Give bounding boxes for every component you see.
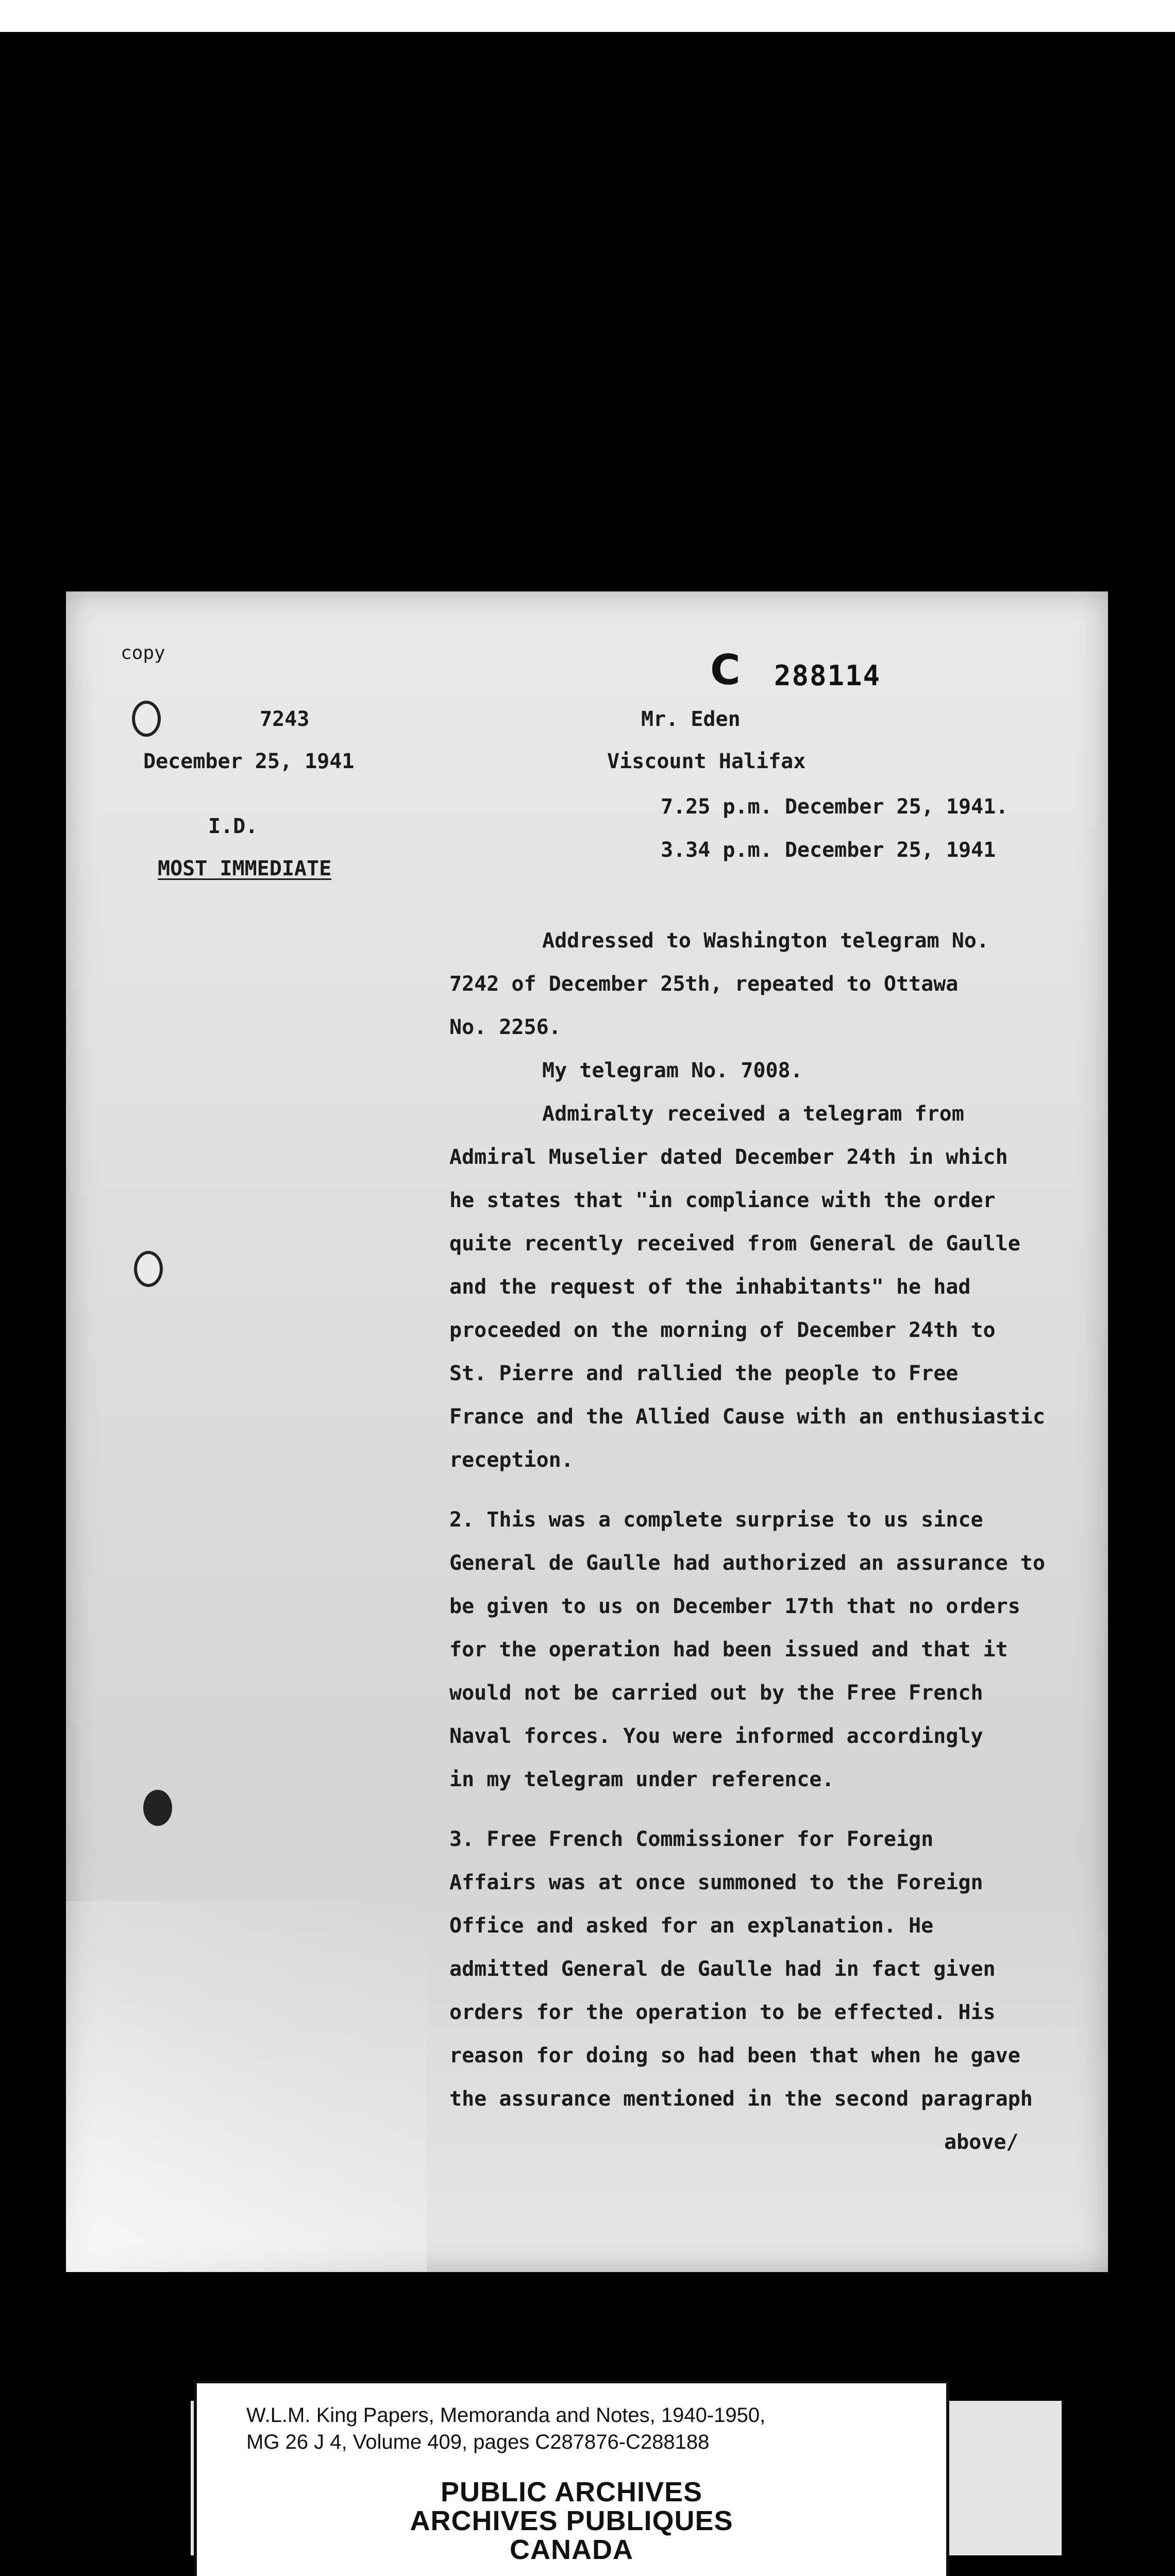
body-line: for the operation had been issued and that it bbox=[449, 1638, 1008, 1662]
body-line: be given to us on December 17th that no orders bbox=[449, 1595, 1020, 1618]
body-line: No. 2256. bbox=[449, 1015, 561, 1039]
archive-label-collection: W.L.M. King Papers, Memoranda and Notes, 1940-1950, bbox=[246, 2404, 766, 2427]
body-line: quite recently received from General de Gaulle bbox=[449, 1232, 1020, 1256]
body-line: My telegram No. 7008. bbox=[542, 1059, 803, 1082]
sent-time: 7.25 p.m. December 25, 1941. bbox=[661, 795, 1009, 819]
archive-label-country: CANADA bbox=[510, 2534, 633, 2565]
priority-label: MOST IMMEDIATE bbox=[158, 857, 332, 880]
document-page bbox=[66, 591, 1108, 2272]
body-line: reason for doing so had been that when he gave bbox=[449, 2044, 1020, 2067]
body-line: proceeded on the morning of December 24th to bbox=[449, 1318, 996, 1342]
body-line: 2. This was a complete surprise to us since bbox=[449, 1508, 983, 1532]
copy-label: copy bbox=[121, 642, 165, 664]
body-line: Admiral Muselier dated December 24th in which bbox=[449, 1145, 1008, 1169]
body-line: orders for the operation to be effected. His bbox=[449, 2001, 996, 2024]
body-line: Admiralty received a telegram from bbox=[542, 1102, 964, 1126]
recipient: Viscount Halifax bbox=[607, 750, 806, 773]
body-line: reception. bbox=[449, 1448, 574, 1472]
telegram-number: 7243 bbox=[260, 707, 310, 731]
punch-hole-bottom bbox=[143, 1790, 172, 1826]
classification: I.D. bbox=[208, 815, 258, 838]
body-line: France and the Allied Cause with an enthusiastic bbox=[449, 1405, 1045, 1429]
sender: Mr. Eden bbox=[641, 707, 741, 731]
punch-hole-top bbox=[132, 701, 161, 737]
archive-stamp-letter: C bbox=[710, 646, 741, 694]
body-line: the assurance mentioned in the second paragraph bbox=[449, 2087, 1033, 2111]
body-line: St. Pierre and rallied the people to Free bbox=[449, 1362, 959, 1385]
body-line: 7242 of December 25th, repeated to Ottawa bbox=[449, 972, 959, 996]
body-line: Naval forces. You were informed accordingly bbox=[449, 1724, 983, 1748]
body-line: Affairs was at once summoned to the Foreign bbox=[449, 1871, 983, 1894]
telegram-date: December 25, 1941 bbox=[143, 750, 355, 773]
top-border-strip bbox=[0, 0, 1175, 32]
body-line: would not be carried out by the Free French bbox=[449, 1681, 983, 1705]
body-line: Office and asked for an explanation. He bbox=[449, 1914, 934, 1938]
telegram-body bbox=[449, 919, 1094, 2164]
body-line: General de Gaulle had authorized an assurance to bbox=[449, 1551, 1045, 1575]
received-time: 3.34 p.m. December 25, 1941 bbox=[661, 838, 996, 862]
body-line: admitted General de Gaulle had in fact given bbox=[449, 1957, 996, 1981]
archive-stamp-number: 288114 bbox=[774, 659, 881, 692]
body-line: Addressed to Washington telegram No. bbox=[542, 929, 989, 953]
paper-crease bbox=[66, 1901, 427, 2272]
label-backing-right bbox=[943, 2401, 1062, 2555]
archive-label-name-fr: ARCHIVES PUBLIQUES bbox=[410, 2505, 733, 2536]
continuation-mark: above/ bbox=[944, 2130, 1019, 2154]
archive-label-name-en: PUBLIC ARCHIVES bbox=[440, 2477, 703, 2507]
body-line: and the request of the inhabitants" he had bbox=[449, 1275, 971, 1299]
body-line: in my telegram under reference. bbox=[449, 1768, 834, 1791]
body-line: he states that "in compliance with the order bbox=[449, 1189, 996, 1212]
archive-label-reference: MG 26 J 4, Volume 409, pages C287876-C288188 bbox=[246, 2431, 710, 2453]
body-line: 3. Free French Commissioner for Foreign bbox=[449, 1827, 934, 1851]
punch-hole-middle bbox=[134, 1251, 163, 1287]
archive-label bbox=[194, 2380, 949, 2576]
